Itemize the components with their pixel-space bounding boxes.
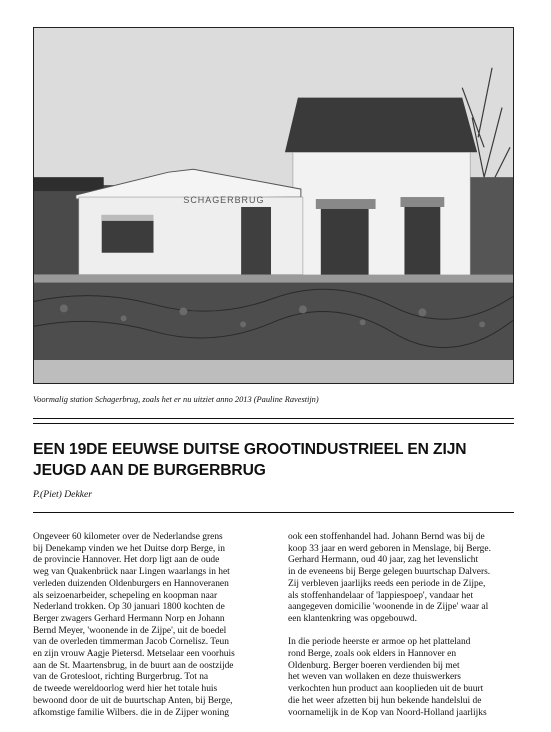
road: [34, 360, 513, 383]
text-line: het weven van wollaken en deze thuiswerkers: [288, 672, 461, 683]
text-line: bij Denekamp vinden we het Duitse dorp Berge, in: [33, 543, 225, 554]
text-line: die het weer afzetten bij hun bekende handelslui de: [288, 695, 482, 706]
station-main-block: [293, 152, 470, 276]
text-line: de provincie Hannover. Het dorp ligt aan de oude: [33, 555, 220, 566]
text-line: aan de St. Maartensbrug, in de buurt aan de oostzijde: [33, 660, 234, 671]
window: [404, 205, 440, 275]
garden-plants: [34, 283, 513, 361]
door: [241, 207, 271, 275]
text-line: Ongeveer 60 kilometer over de Nederlandse grens: [33, 532, 223, 542]
text-line: Gerhard Hermann, oud 40 jaar, zag het levenslicht: [288, 555, 479, 566]
divider-rule: [33, 423, 514, 424]
text-line: rond Berge, zoals ook elders in Hannover en: [288, 649, 457, 660]
photo-caption: Voormalig station Schagerbrug, zoals het er nu uitziet anno 2013 (Pauline Ravestijn): [33, 395, 319, 404]
paragraph-gap: [288, 626, 520, 638]
text-line: bewoond door de uit de buurtschap Anten, bij Berge,: [33, 695, 233, 706]
text-line: afkomstige familie Wilbers. die in de Zijper woning: [33, 707, 230, 718]
divider-rule: [33, 512, 514, 513]
left-column: [33, 532, 265, 719]
text-line: als stoffenhandelaar of 'lappiespoep', vandaar het: [288, 590, 474, 601]
text-line: als seizoenarbeider, schepeling en koopman naar: [33, 590, 218, 601]
divider-rule: [33, 418, 514, 419]
text-line: voornamelijk in de Kop van Noord-Holland jaarlijks: [288, 707, 487, 718]
text-line: van de Grotesloot, richting Burgerbrug. Tot na: [33, 672, 209, 683]
text-line: en zijn vrouw Aagje Pietersd. Metselaar een voorhuis: [33, 649, 235, 660]
text-line: een klantenkring was opgebouwd.: [288, 613, 417, 624]
right-column: [288, 532, 520, 719]
article-author: P.(Piet) Dekker: [33, 489, 92, 500]
text-line: Nederland trokken. Op 30 januari 1800 kochten de: [33, 602, 225, 613]
text-line: Bernd Meyer, 'woonende in de Zijpe', uit de boedel: [33, 625, 227, 636]
text-line: koop 33 jaar en werd geboren in Menslage, bij Berge.: [288, 543, 491, 554]
neighbor-house-right: [470, 177, 513, 276]
article-title: [33, 440, 514, 481]
station-illustration: [34, 28, 513, 383]
window: [321, 207, 369, 277]
station-sign: SCHAGERBRUG: [183, 195, 265, 206]
text-line: van de overleden timmerman Jacob Cornelisz. Teun: [33, 637, 229, 648]
title-line: JEUGD AAN DE BURGERBRUG: [33, 461, 266, 479]
text-line: aangegeven domicilie 'woonende in de Zijpe' waar al: [288, 602, 489, 613]
text-line: weg van Quakenbrück naar Lingen waarlangs in het: [33, 567, 230, 578]
text-line: ook een stoffenhandel had. Johann Bernd was bij de: [288, 532, 485, 542]
station-photo: [33, 27, 514, 384]
text-line: Oldenburg. Berger boeren verdienden bij met: [288, 660, 460, 671]
text-line: Berger zwagers Gerhard Hermann Norp en Johann: [33, 613, 225, 624]
text-line: Zij verbleven jaarlijks reeds een periode in de Zijpe,: [288, 578, 486, 589]
title-line: EEN 19DE EEUWSE DUITSE GROOTINDUSTRIEEL EN ZIJN: [33, 441, 467, 458]
text-line: verleden duizenden Oldenburgers en Hannoveranen: [33, 578, 229, 589]
text-line: in de eveneens bij Berge gelegen buurtschap Dalvers.: [288, 567, 491, 578]
text-line: de tweede wereldoorlog werd hier het totale huis: [33, 684, 218, 695]
text-line: verkochten hun product aan kooplieden uit de buurt: [288, 684, 484, 695]
roof-tiles: [285, 98, 477, 153]
text-line: In die periode heerste er armoe op het platteland: [288, 637, 471, 648]
